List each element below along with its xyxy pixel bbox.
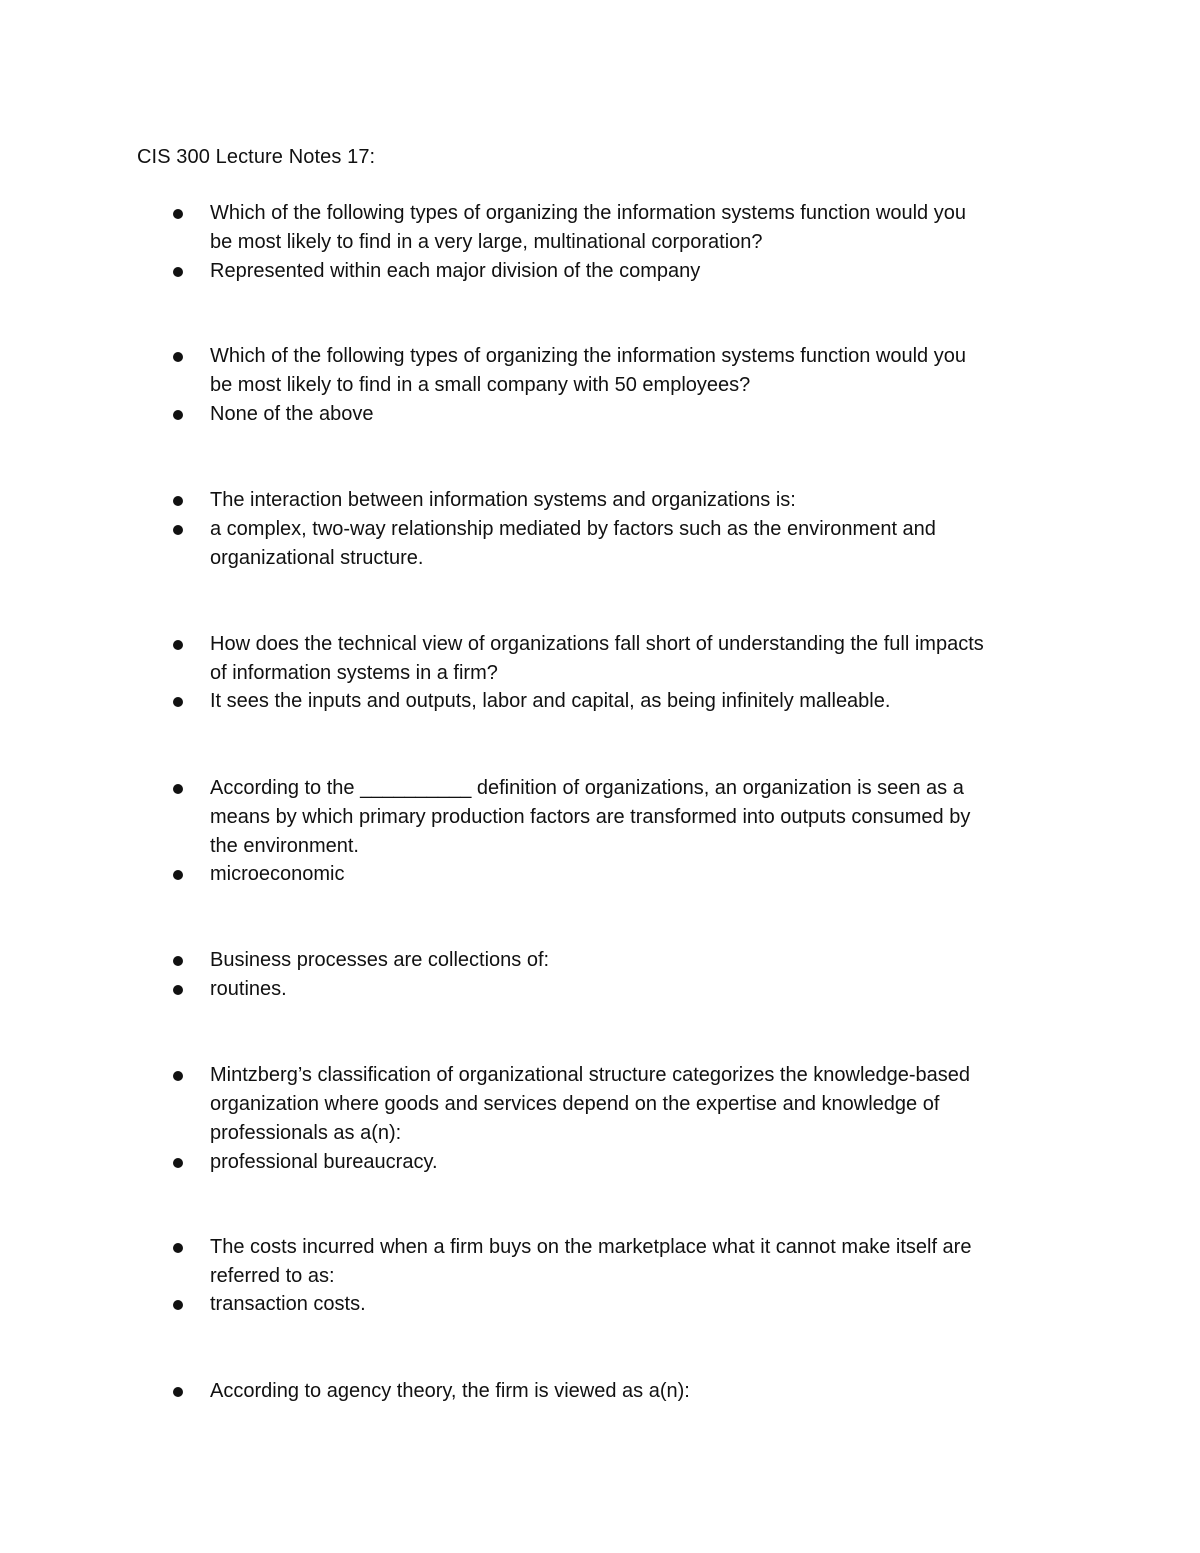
bullet-icon — [173, 267, 183, 277]
question-text: Mintzberg’s classification of organizational structure categorizes the knowledge-based organization where goods and services depend on the expertise and knowledge of professionals as a(n): — [210, 1064, 971, 1144]
answer-text: routines. — [210, 978, 287, 1000]
answer-text: transaction costs. — [210, 1293, 366, 1315]
question-text: Which of the following types of organizing the information systems function would you be most likely to find in a very large, multinational corporation? — [210, 202, 966, 253]
document-title: CIS 300 Lecture Notes 17: — [137, 146, 376, 168]
answer-text: None of the above — [210, 403, 374, 425]
bullet-icon — [173, 1071, 183, 1081]
bullet-icon — [173, 1158, 183, 1168]
answer-text: Represented within each major division of the company — [210, 260, 701, 282]
bullet-icon — [173, 697, 183, 707]
bullet-icon — [173, 985, 183, 995]
bullet-icon — [173, 352, 183, 362]
bullet-icon — [173, 1300, 183, 1310]
bullet-icon — [173, 1387, 183, 1397]
question-text: The interaction between information systems and organizations is: — [210, 489, 796, 511]
answer-text: microeconomic — [210, 863, 345, 885]
bullet-icon — [173, 1243, 183, 1253]
answer-text: It sees the inputs and outputs, labor and capital, as being infinitely malleable. — [210, 690, 891, 712]
question-text: Which of the following types of organizing the information systems function would you be most likely to find in a small company with 50 employees? — [210, 345, 966, 396]
question-text: According to the __________ definition of organizations, an organization is seen as a means by which primary production factors are transformed into outputs consumed by the environment. — [210, 777, 971, 857]
bullet-icon — [173, 525, 183, 535]
bullet-icon — [173, 956, 183, 966]
answer-text: a complex, two-way relationship mediated by factors such as the environment and organizational structure. — [210, 518, 936, 569]
answer-text: professional bureaucracy. — [210, 1151, 438, 1173]
bullet-icon — [173, 496, 183, 506]
question-text: Business processes are collections of: — [210, 949, 550, 971]
bullet-icon — [173, 209, 183, 219]
question-text: How does the technical view of organizations fall short of understanding the full impacts of information systems in a firm? — [210, 633, 984, 684]
question-text: According to agency theory, the firm is viewed as a(n): — [210, 1380, 690, 1402]
bullet-icon — [173, 410, 183, 420]
bullet-icon — [173, 870, 183, 880]
bullet-icon — [173, 640, 183, 650]
question-text: The costs incurred when a firm buys on the marketplace what it cannot make itself are referred to as: — [210, 1236, 972, 1287]
bullet-icon — [173, 784, 183, 794]
